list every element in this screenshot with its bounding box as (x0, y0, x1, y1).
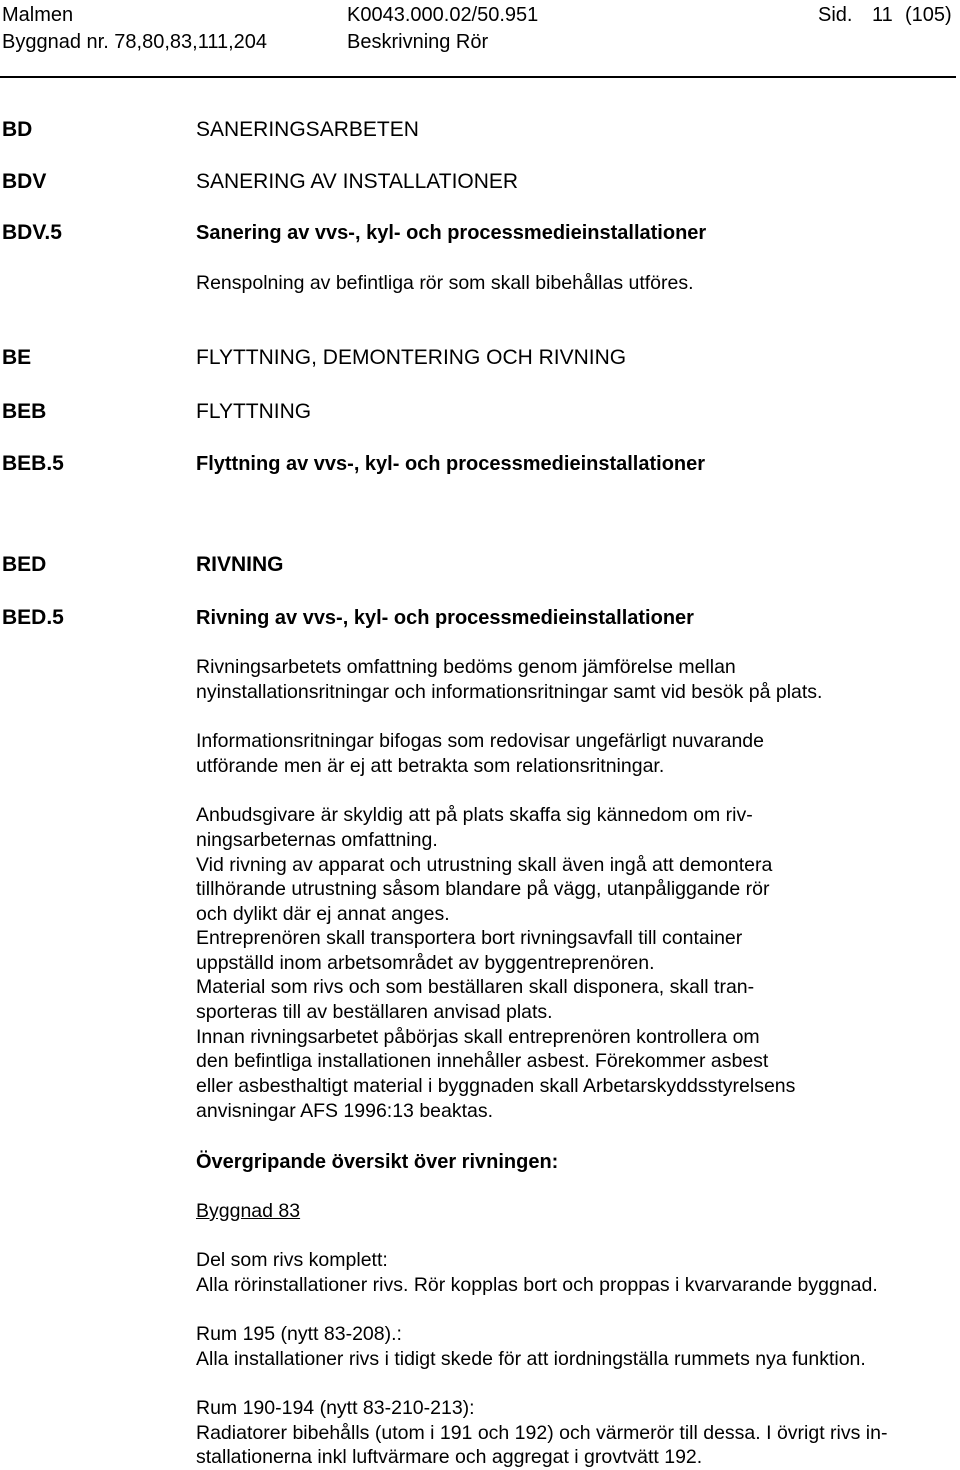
room2-text-line-2: stallationerna inkl luftvärmare och aggregat i grovtvätt 192. (196, 1446, 703, 1468)
p1-line-1: Rivningsarbetets omfattning bedöms genom jämförelse mellan (196, 656, 736, 678)
room1-text: Alla installationer rivs i tidigt skede för att iordningställa rummets nya funktion. (196, 1348, 866, 1370)
section-title-beb: FLYTTNING (196, 400, 312, 423)
section-code-bdv5: BDV.5 (2, 221, 62, 244)
section-title-beb5: Flyttning av vvs-, kyl- och processmedieinstallationer (196, 453, 706, 475)
p2-line-1: Informationsritningar bifogas som redovisar ungefärligt nuvarande (196, 730, 764, 752)
section-title-be: FLYTTNING, DEMONTERING OCH RIVNING (196, 346, 627, 369)
p3-line-1: Anbudsgivare är skyldig att på plats skaffa sig kännedom om riv- (196, 804, 753, 826)
p3-line-5: och dylikt där ej annat anges. (196, 903, 450, 925)
section-title-bdv: SANERING AV INSTALLATIONER (196, 170, 519, 193)
section-code-be: BE (2, 346, 32, 369)
room1-label: Rum 195 (nytt 83-208).: (196, 1323, 402, 1345)
p3-line-9: sporteras till av beställaren anvisad plats. (196, 1001, 553, 1023)
header-building: Byggnad nr. 78,80,83,111,204 (2, 31, 268, 53)
p3-line-7: uppställd inom arbetsområdet av byggentreprenören. (196, 952, 655, 974)
building-heading: Byggnad 83 (196, 1200, 301, 1222)
p3-line-13: anvisningar AFS 1996:13 beaktas. (196, 1100, 494, 1122)
header-page-number: 11 (872, 4, 893, 26)
room2-text-line-1: Radiatorer bibehålls (utom i 191 och 192) och värmerör till dessa. I övrigt rivs in- (196, 1422, 888, 1444)
header-page-label: Sid. (818, 4, 853, 26)
section-code-bdv: BDV (2, 170, 47, 193)
p3-line-4: tillhörande utrustning såsom blandare på vägg, utanpåliggande rör (196, 878, 770, 900)
header-doc-number: K0043.000.02/50.951 (347, 4, 539, 26)
room2-label: Rum 190-194 (nytt 83-210-213): (196, 1397, 475, 1419)
section-title-bed5: Rivning av vvs-, kyl- och processmedieinstallationer (196, 607, 694, 629)
header-org: Malmen (2, 4, 74, 26)
header-rule (0, 76, 956, 78)
section-code-beb: BEB (2, 400, 47, 423)
section-title-bdv5: Sanering av vvs-, kyl- och processmedieinstallationer (196, 222, 707, 244)
p3-line-3: Vid rivning av apparat och utrustning skall även ingå att demontera (196, 854, 773, 876)
section-code-bed5: BED.5 (2, 606, 64, 629)
p3-line-8: Material som rivs och som beställaren skall disponera, skall tran- (196, 976, 755, 998)
part-text: Alla rörinstallationer rivs. Rör kopplas bort och proppas i kvarvarande byggnad. (196, 1274, 878, 1296)
p2-line-2: utförande men är ej att betrakta som relationsritningar. (196, 755, 665, 777)
bdv5-text: Renspolning av befintliga rör som skall bibehållas utföres. (196, 272, 694, 294)
section-title-bd: SANERINGSARBETEN (196, 118, 419, 141)
p3-line-6: Entreprenören skall transportera bort rivningsavfall till container (196, 927, 743, 949)
p3-line-10: Innan rivningsarbetet påbörjas skall entreprenören kontrollera om (196, 1026, 760, 1048)
header-doc-type: Beskrivning Rör (347, 31, 489, 53)
p3-line-12: eller asbesthaltigt material i byggnaden skall Arbetarskyddsstyrelsens (196, 1075, 796, 1097)
p3-line-2: ningsarbeternas omfattning. (196, 829, 438, 851)
section-code-bed: BED (2, 553, 47, 576)
header-page-total: (105) (905, 4, 952, 26)
part-label: Del som rivs komplett: (196, 1249, 388, 1271)
section-code-beb5: BEB.5 (2, 452, 64, 475)
p3-line-11: den befintliga installationen innehåller asbest. Förekommer asbest (196, 1050, 769, 1072)
p1-line-2: nyinstallationsritningar och informationsritningar samt vid besök på plats. (196, 681, 823, 703)
overview-heading: Övergripande översikt över rivningen: (196, 1151, 559, 1173)
section-title-bed: RIVNING (196, 553, 284, 576)
section-code-bd: BD (2, 118, 33, 141)
